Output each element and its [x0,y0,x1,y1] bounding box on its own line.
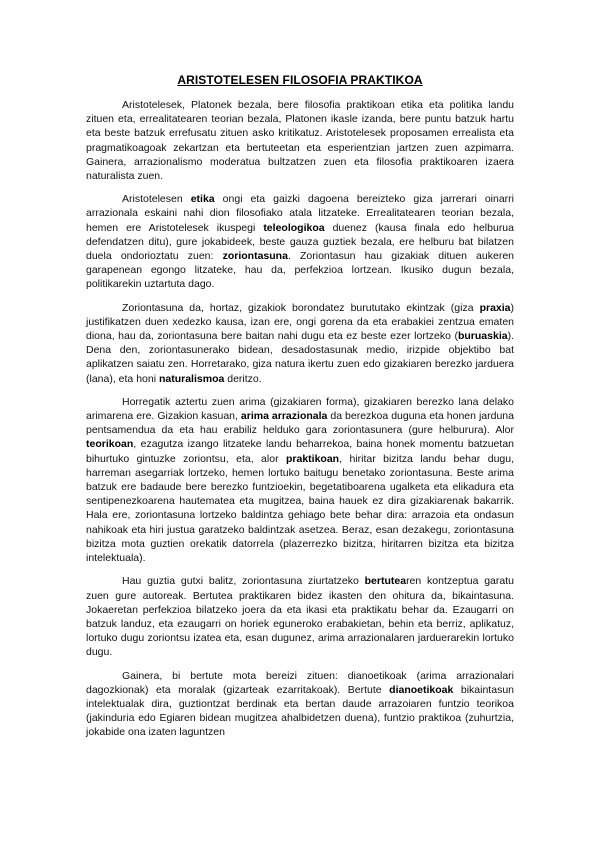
text-segment: bikaintasun intelektualak dira, guztiontzat berdinak eta bertan daude arrazoiaren funtzio teorikoa (jakinduria edo Egiaren bidean mugitzea ahalbidetzen duena), funtzio praktikoa (zuhurtzia, jokabide ona izaten laguntzen [86,683,514,739]
text-segment: ongi eta gaizki dagoena bereizteko giza jarrerari oinarri arrazionala eskaini nahi dion filosofiako atala litzateke. Errealitatearen teorian bezala, hemen ere Aristotelesek ikuspegi [86,193,514,234]
paragraph-6 [86,669,514,740]
document-body [86,98,514,749]
bold-term: teleologikoa [263,221,325,234]
text-segment: ). Dena den, zoriontasunerako bidean, desadostasunak medio, irizpide objektibo bat aplikatzen saiatu zen. Horretarako, giza natura ikertu zuen edo gizakiaren berezko jarduera (lana), eta honi [86,330,514,385]
text-segment: , hiritar bizitza landu behar dugu, harreman asegarriak lortzeko, hemen lortuko baitugu benetako zoriontasuna. Beste arima batzuk ere badaude bere berezko funtzioekin, begetatiboarena ugalketa eta elikadura eta sentipenezkoarena hautematea eta mugitzea, baina hauek ez dira gizakiarenak bakarrik. Hala ere, zoriontasuna lortzeko baldintza gehiago bete behar dira: arrazoia eta ondasun nahikoak eta hiri justua garatzeko baldintzak asetzea. Beraz, esan dezakegu, zoriontasuna bizitza mota guztien orekatik datorrela (plazerrezko bizitza, hiritarren bizitza eta bizitza intelektuala). [86,452,515,565]
text-segment: ren kontzeptua garatu zuen gure autoreak. Bertutea praktikaren bidez ikasten den ohitura da, bikaintasuna. Jokaeretan perfekzioa bilatzeko joera da eta ikasi eta praktikatu behar da. Ezaugarri on batzuk landuz, eta ezaugarri on horiek eguneroko erabakietan, behin eta berriz, aplikatuz, lortuko dugu zoriontsu izatea eta, esan dugunez, arima arrazionalaren jarduerarekin lortuko dugu. [86,575,514,659]
bold-term: etika [190,193,215,206]
paragraph-5 [86,574,514,659]
paragraph-1 [86,98,514,183]
bold-term: praktikoan [286,452,340,465]
bold-term: dianoetikoak [389,683,454,696]
text-segment: Horregatik aztertu zuen arima (gizakiaren forma), gizakiaren berezko lana delako arimarena ere. Gizakion kasuan, [86,395,514,423]
bold-term: naturalismoa [158,372,225,385]
bold-term: teorikoan [86,438,134,451]
document-title: ARISTOTELESEN FILOSOFIA PRAKTIKOA [177,73,423,87]
text-segment: Gainera, bi bertute mota bereizi zituen: dianoetikoak (arima arrazionalari dagozkionak) eta moralak (gizarteak ezarritakoak). Bertute [86,669,514,696]
text-segment: duenez (kausa finala edo helburua defendatzen ditu), gure jokabideek, beste gauza guztiek bezala, ere helburu bat bilatzen duela ondorioztatu zuen: [86,221,514,263]
bold-term: zoriontasuna [222,250,288,263]
paragraph-3 [86,301,514,386]
paragraph-2 [86,192,514,291]
text-segment: Aristotelesek, Platonek bezala, bere filosofia praktikoan etika eta politika landu zituen eta, errealitatearen teorian bezala, Platonen ikasle izanda, bere puntu batzuk hartu eta beste batzuk errefusatu zituen asko kritikatuz. Aristotelesek proposamen errealista eta pragmatikoagoak zekartzan eta bertuteetan eta esperientzian jartzen zuen azpimarra. Gainera, arrazionalismo moderatua bultzatzen zuen eta filosofia praktikoaren izaera naturalista zuen. [86,99,514,183]
text-segment: . Zoriontasun hau gizakiak dituen aukeren garapenean egongo litzateke, hau da, perfekzioa lortzean. Ikusiko dugun bezala, politikarekin uztartuta dago. [86,250,514,291]
text-segment: deritzo. [224,372,262,385]
bold-term: praxia [479,301,511,314]
paragraph-4 [86,395,514,565]
bold-term: bertutea [364,575,407,588]
text-segment: ) justifikatzen duen xedezko kausa, izan ere, ongi gorena da eta erabakiei zentzua ematen diona, hau da, zoriontasuna bere baitan nahi dugu eta ez beste ezer lortzeko ( [86,301,514,343]
text-segment: Zoriontasuna da, hortaz, gizakiok borondatez burututako ekintzak (giza [122,301,480,314]
text-segment: Hau guztia gutxi balitz, zoriontasuna ziurtatzeko [122,575,365,588]
text-segment: Aristotelesen [122,193,191,206]
bold-term: buruaskia [457,330,508,343]
text-segment: da berezkoa duguna eta honen jarduna pentsamendua da eta hau erabiliz helduko gara zoriontasunera (gure helburura). Alor [86,410,514,437]
bold-term: arima arrazionala [240,410,328,423]
text-segment: , ezagutza izango litzateke landu beharrekoa, baina honek momentu batzuetan bihurtuko gintuzke zoriontsu, eta, alor [86,438,514,465]
